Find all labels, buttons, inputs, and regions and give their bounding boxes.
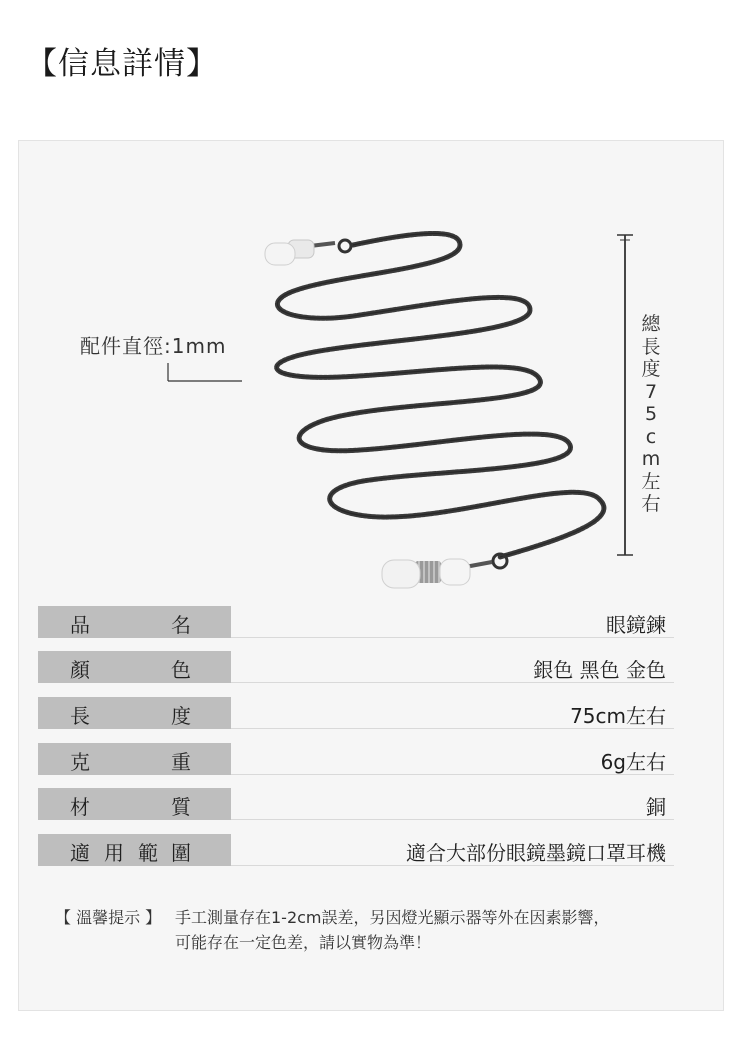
divider [231,637,674,638]
divider [231,865,674,866]
spec-key: 材 質 [38,788,231,820]
spec-key: 品 名 [38,606,231,638]
spec-row-material [38,788,674,820]
divider [231,774,674,775]
spec-value: 銀色 黑色 金色 [533,658,666,682]
spec-row-color [38,651,674,683]
total-length-caption: 總 長 度 7 5 c m 左 右 [641,313,661,515]
spec-key: 顏 色 [38,651,231,683]
spec-row-usage [38,834,674,866]
spec-key: 克 重 [38,743,231,775]
notice-line-1: 手工測量存在1-2cm誤差，另因燈光顯示器等外在因素影響， [175,908,610,927]
page-title: 【信息詳情】 [26,46,218,82]
spec-value: 75cm左右 [570,704,666,728]
spec-row-weight [38,743,674,775]
spec-key: 適 用 範 圍 [38,834,231,866]
spec-key: 長 度 [38,697,231,729]
spec-value: 銅 [646,795,666,819]
spec-row-name [38,606,674,638]
divider [231,728,674,729]
top-rubber-end [265,240,351,265]
spec-value: 眼鏡鍊 [606,613,666,637]
spec-value: 6g左右 [600,750,666,774]
notice-label: 【 溫馨提示 】 [55,908,162,927]
product-image-eyeglass-chain [60,215,680,590]
spec-value: 適合大部份眼鏡墨鏡口罩耳機 [406,841,666,865]
divider [231,819,674,820]
bottom-rubber-end [382,554,507,588]
spec-row-length [38,697,674,729]
diameter-indicator [168,363,242,381]
notice-line-2: 可能存在一定色差，請以實物為準！ [175,933,432,952]
diameter-caption: 配件直徑:1mm [80,334,227,358]
length-indicator [617,235,633,555]
divider [231,682,674,683]
